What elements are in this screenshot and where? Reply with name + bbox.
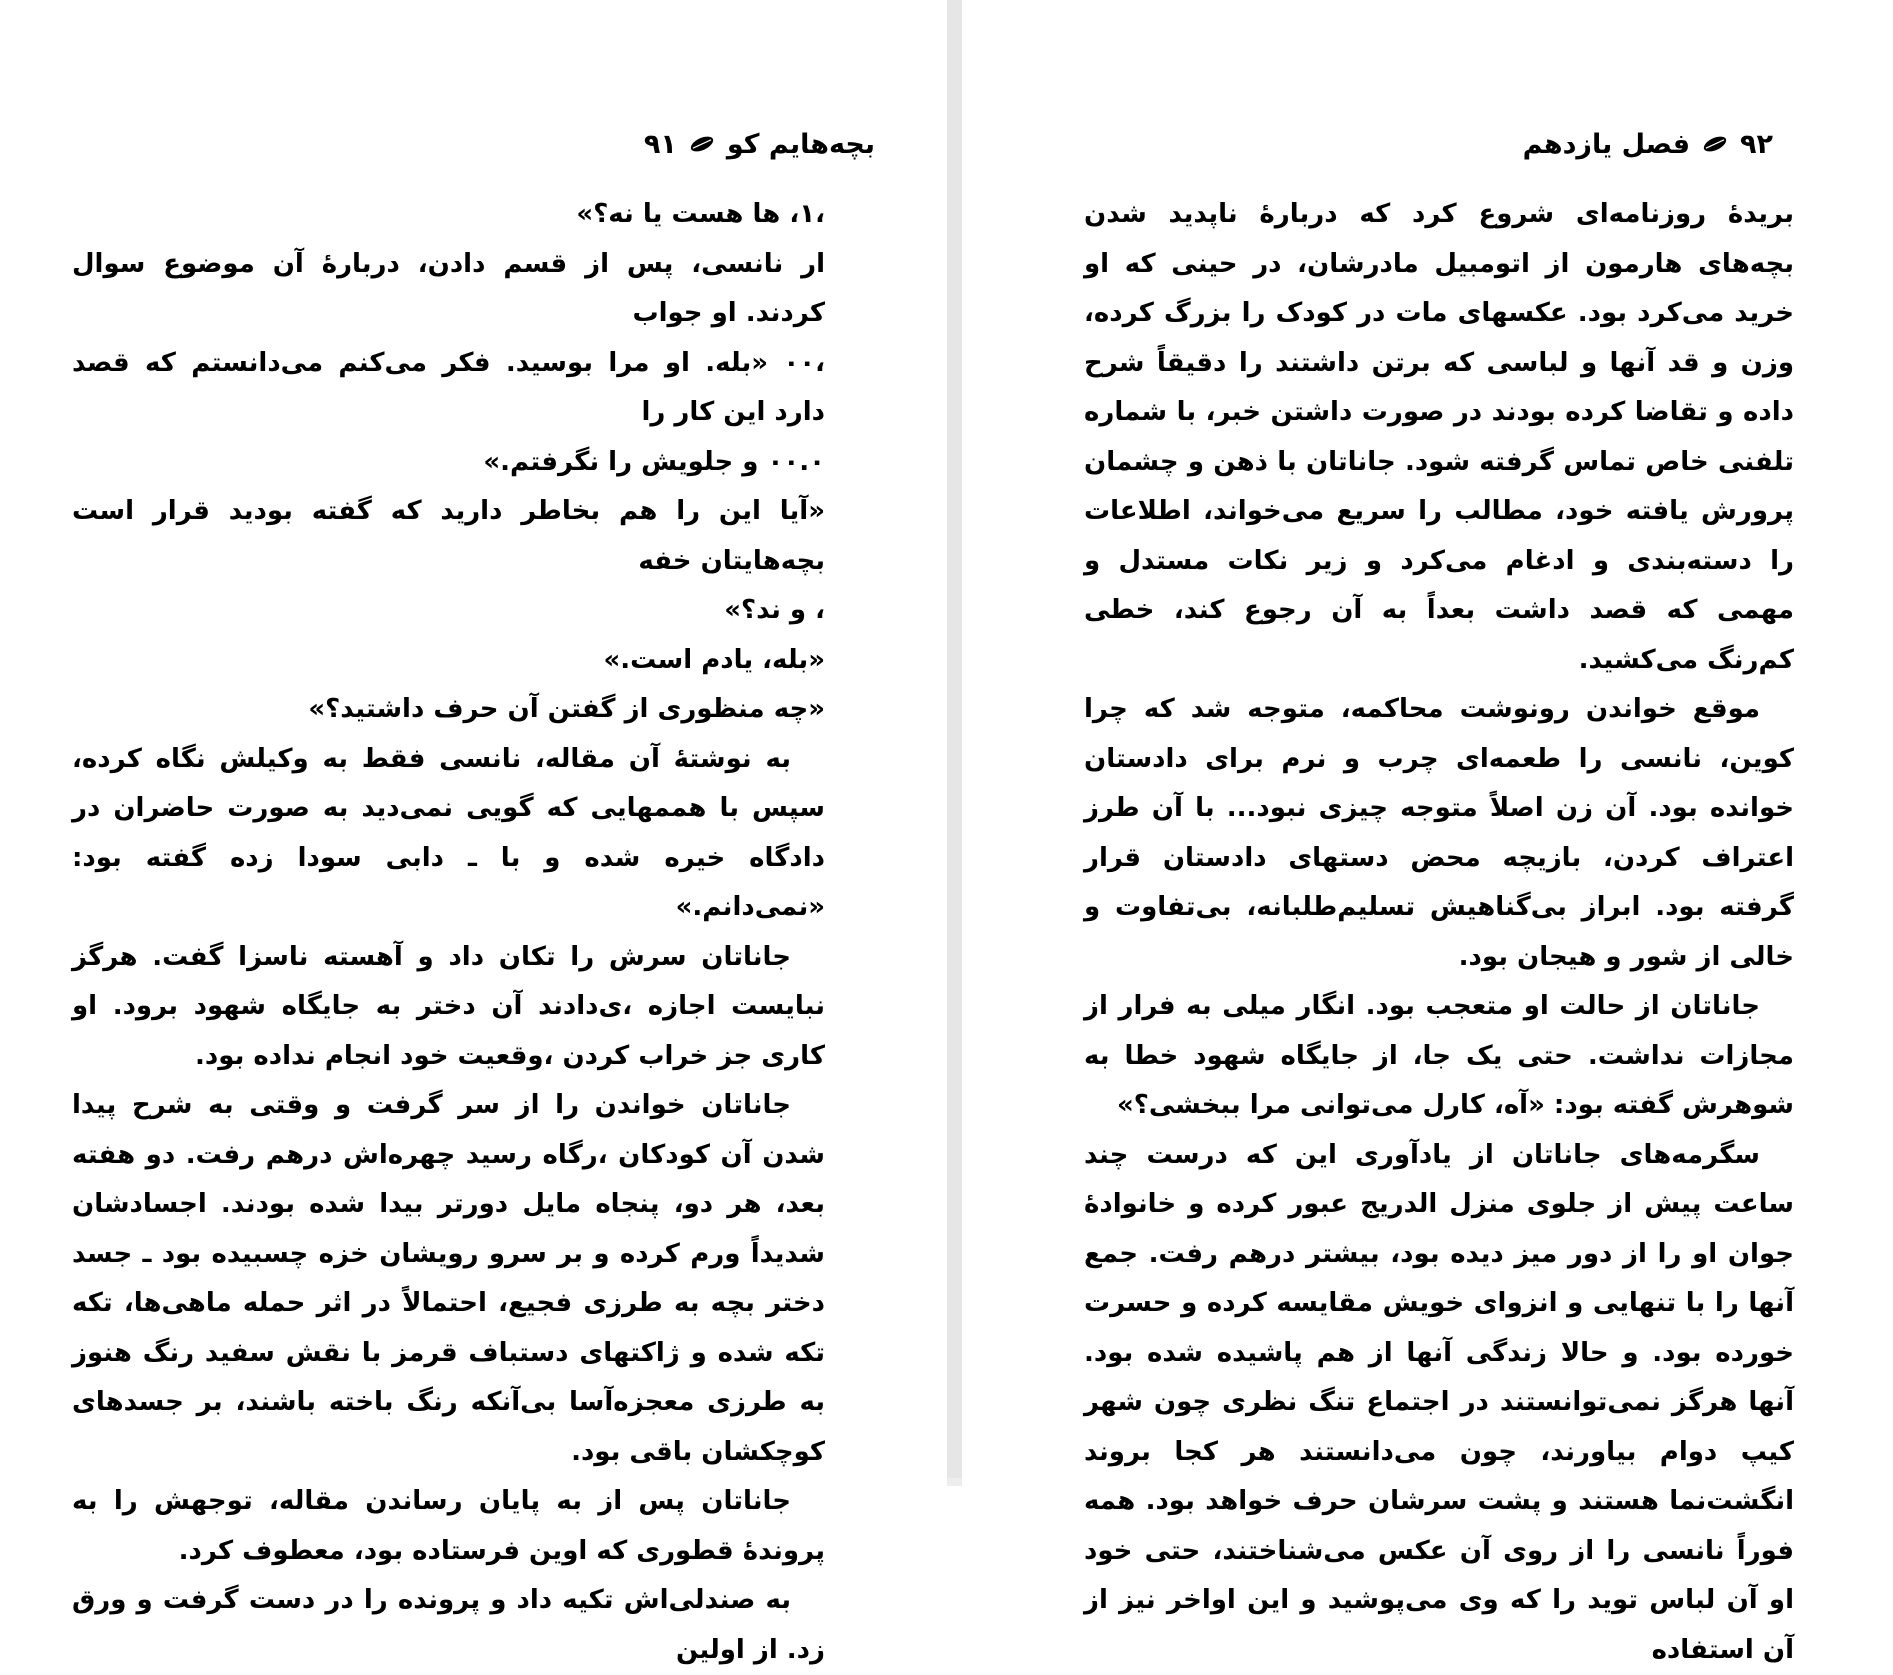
right-body-text	[1084, 190, 1794, 1675]
left-body-text	[72, 190, 825, 1675]
paragraph: جاناتان سرش را تکان داد و آهسته ناسزا گفت. هرگز نبایست اجازه ،ی‌دادند آن دختر به جایگاه شهود برود. او کاری جز خراب کردن ،وقعیت خود انجام نداده بود.	[72, 933, 825, 1082]
left-page	[0, 0, 947, 1486]
paragraph: «چه منظوری از گفتن آن حرف داشتید؟»	[72, 685, 825, 735]
book-gutter	[947, 0, 962, 1486]
paragraph: به صندلی‌اش تکیه داد و پرونده را در دست گرفت و ورق زد. از اولین	[72, 1576, 825, 1675]
leaf-ornament-icon	[687, 132, 716, 156]
right-page	[962, 0, 1893, 1486]
paragraph: جاناتان خواندن را از سر گرفت و وقتی به شرح پیدا شدن آن کودکان ،ر‌گاه رسید چهره‌اش درهم رفت. دو هفته بعد، هر دو، پنجاه مایل دورتر بیدا شده بودند. اجسادشان شدیداً ورم کرده و بر سرو رویشان خزه چسبیده بود ـ جسد دختر بچه به طرزی فجیع، احتمالاً در اثر حمله ماهی‌ها، تکه تکه شده و ژاکتهای دستباف قرمز با نقش سفید رنگ هنوز به طرزی معجزه‌آسا بی‌آنکه رنگ باخته باشند، بر جسدهای کوچکشان باقی بود.	[72, 1081, 825, 1477]
paragraph: ،۱، ها هست یا نه؟»	[72, 190, 825, 240]
paragraph: «بله، یادم است.»	[72, 636, 825, 686]
paragraph: ، و ند؟»	[72, 586, 825, 636]
left-running-header	[72, 124, 875, 164]
paragraph: بریدهٔ روزنامه‌ای شروع کرد که دربارهٔ ناپدید شدن بچه‌های هارمون از اتومبیل مادرشان، در حینی که او خرید می‌کرد بود. عکسهای مات در کودک را بزرگ کرده، وزن و قد آنها و لباسی که برتن داشتند را دقیقاً شرح داده و تقاضا کرده بودند در صورت داشتن خبر، با شماره تلفنی خاص تماس گرفته شود. جاناتان با ذهن و چشمان پرورش یافته خود، مطالب را سریع می‌خواند، اطلاعات را دسته‌بندی و ادغام می‌کرد و زیر نکات مستدل و مهمی که قصد داشت بعداً به آن رجوع کند، خطی کم‌رنگ می‌کشید.	[1084, 190, 1794, 685]
right-header-title: فصل یازدهم	[1523, 129, 1690, 160]
leaf-ornament-icon	[1700, 132, 1729, 156]
paragraph: ار نانسی، پس از قسم دادن، دربارهٔ آن موضوع سوال کردند. او جواب	[72, 240, 825, 339]
paragraph: سگرمه‌های جاناتان از یادآوری این که درست چند ساعت پیش از جلوی منزل الدریج عبور کرده و خانوادهٔ جوان او را از دور میز دیده بود، بیشتر درهم رفت. جمع آنها را با تنهایی و انزوای خویش مقایسه کرده و حسرت خورده بود. و حالا زندگی آنها از هم پاشیده شده بود. آنها هرگز نمی‌توانستند در اجتماع تنگ نظری چون شهر کیپ دوام بیاورند، چون می‌دانستند هر کجا بروند انگشت‌نما هستند و پشت سرشان حرف خواهد بود. همه فوراً نانسی را از روی آن عکس می‌شناختند، حتی خود او آن لباس توید را که وی می‌پوشید و این اواخر نیز از آن استفاده	[1084, 1131, 1794, 1675]
right-running-header	[1082, 124, 1773, 164]
left-header-title: بچه‌هایم کو	[727, 129, 875, 160]
paragraph: به نوشتهٔ آن مقاله، نانسی فقط به وکیلش نگاه کرده، سپس با هممهایی که گویی نمی‌دید به صورت حاضران در دادگاه خیره شده و با ـ دابی سودا زده گفته بود: «نمی‌دانم.»	[72, 735, 825, 933]
paragraph: جاناتان پس از به پایان رساندن مقاله، توجهش را به پروندهٔ قطوری که اوین فرستاده بود، معطوف کرد.	[72, 1477, 825, 1576]
paragraph: ۰۰.۰ و جلویش را نگرفتم.»	[72, 438, 825, 488]
right-page-number: ۹۲	[1740, 129, 1773, 160]
paragraph: موقع خواندن رونوشت محاکمه، متوجه شد که چرا کوین، نانسی را طعمه‌ای چرب و نرم برای دادستان خوانده بود. آن زن اصلاً متوجه چیزی نبود... با آن طرز اعتراف کردن، بازیچه محض دستهای دادستان قرار گرفته بود. ابراز بی‌گناهیش تسلیم‌طلبانه، بی‌تفاوت و خالی از شور و هیجان بود.	[1084, 685, 1794, 982]
paragraph: ،۰۰ «بله. او مرا بوسید. فکر می‌کنم می‌دانستم که قصد دارد این کار را	[72, 339, 825, 438]
left-page-number: ۹۱	[644, 129, 677, 160]
paragraph: جاناتان از حالت او متعجب بود. انگار میلی به فرار از مجازات نداشت. حتی یک جا، از جایگاه شهود خطا به شوهرش گفته بود: «آه، کارل می‌توانی مرا ببخشی؟»	[1084, 982, 1794, 1131]
paragraph: «آیا این را هم بخاطر دارید که گفته بودید قرار است بچه‌هایتان خفه	[72, 487, 825, 586]
